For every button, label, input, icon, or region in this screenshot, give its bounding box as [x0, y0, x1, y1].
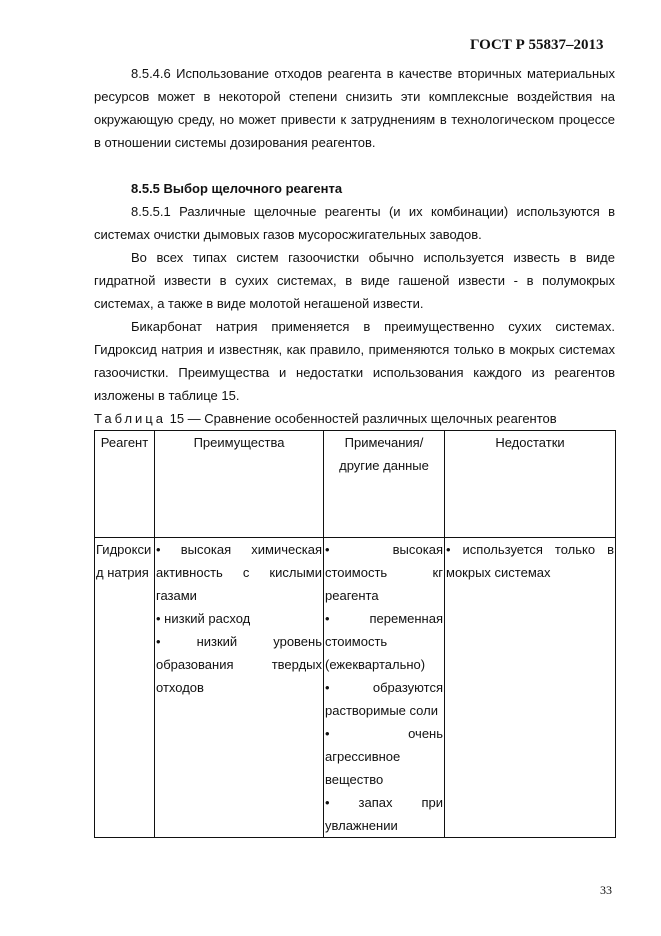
paragraph-lime: Во всех типах систем газоочистки обычно используется известь в виде гидратной извести в сухих системах, в виде гашеной извести - в полумокрых системах, а также в виде молотой негашеной извести. — [94, 250, 615, 311]
table-row — [95, 538, 616, 838]
advantage-item: • высокая химическая активность с кислыми газами — [156, 542, 322, 603]
disadvantage-item: • используется только в мокрых системах — [446, 542, 614, 580]
advantage-item: • низкий уровень образования твердых отходов — [156, 634, 322, 695]
note-item: • очень агрессивное вещество — [325, 726, 443, 787]
note-item: • переменная стоимость (ежеквартально) — [325, 611, 443, 672]
paragraph-8-5-5-1: 8.5.5.1 Различные щелочные реагенты (и их комбинации) используются в системах очистки дымовых газов мусоросжигательных заводов. — [94, 204, 615, 242]
note-item: • образуются растворимые соли — [325, 680, 443, 718]
page-number: 33 — [600, 883, 612, 897]
cell-reagent: Гидроксид натрия — [95, 538, 155, 838]
comparison-table — [94, 430, 616, 838]
section-heading-8-5-5: 8.5.5 Выбор щелочного реагента — [131, 181, 343, 196]
cell-advantages — [155, 538, 324, 838]
standard-header: ГОСТ Р 55837–2013 — [470, 37, 604, 53]
paragraph-bicarbonate: Бикарбонат натрия применяется в преимущественно сухих системах. Гидроксид натрия и известняк, как правило, применяются только в мокрых системах газоочистки. Преимущества и недостатки использования каждого из реагентов изложены в таблице 15. — [94, 319, 615, 403]
cell-notes — [324, 538, 445, 838]
table-caption — [94, 407, 615, 430]
header-notes: Примечания/другие данные — [324, 431, 445, 538]
table-header-row — [95, 431, 616, 538]
table-caption-prefix: Таблица — [94, 411, 166, 426]
table-caption-text: 15 — Сравнение особенностей различных щелочных реагентов — [165, 411, 557, 426]
note-item: • запах при увлажнении — [325, 795, 443, 833]
advantage-item: • низкий расход — [156, 611, 251, 626]
document-body — [94, 62, 615, 838]
header-reagent: Реагент — [95, 431, 155, 538]
cell-disadvantages — [445, 538, 616, 838]
header-disadvantages: Недостатки — [445, 431, 616, 538]
header-advantages: Преимущества — [155, 431, 324, 538]
paragraph-8-5-4-6: 8.5.4.6 Использование отходов реагента в качестве вторичных материальных ресурсов может в некоторой степени снизить эти комплексные воздействия на окружающую среду, но может привести к затруднениям в технологическом процессе в отношении системы дозирования реагентов. — [94, 66, 615, 150]
note-item: • высокая стоимость кг реагента — [325, 542, 443, 603]
